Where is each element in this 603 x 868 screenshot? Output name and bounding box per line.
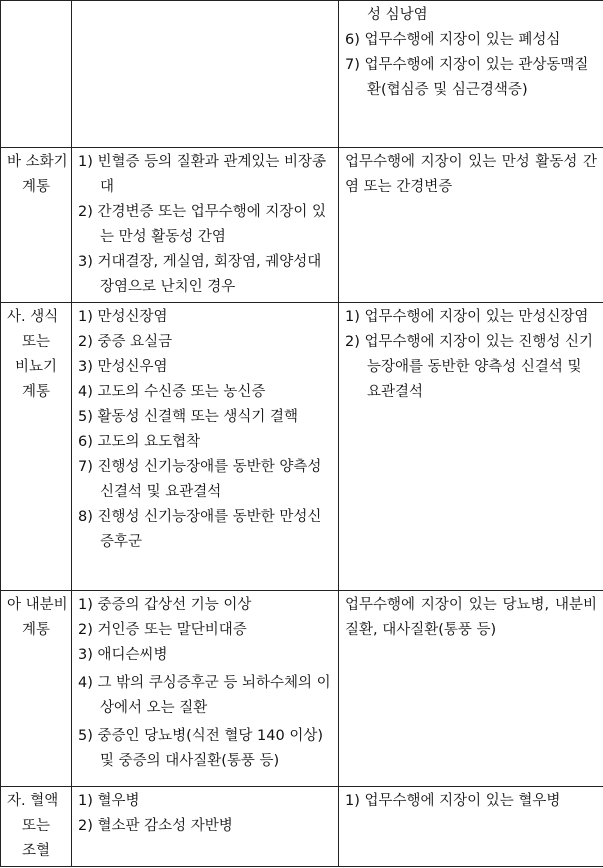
- list-item: 1) 혈우병: [78, 793, 140, 809]
- table-row: [1, 303, 603, 591]
- list-item: 7) 업무수행에 지장이 있는 관상동맥질환(협심증 및 심근경색증): [345, 57, 589, 98]
- table-row: [1, 591, 603, 787]
- category-label: 또는: [21, 818, 50, 834]
- list-item: 7) 진행성 신기능장애를 동반한 양측성 신결석 및 요관결석: [78, 459, 322, 500]
- list-item: 3) 애디슨씨병: [78, 647, 168, 663]
- paragraph: 업무수행에 지장이 있는 당뇨병, 내분비질환, 대사질환(통풍 등): [345, 597, 597, 638]
- category-label: 바 소화기: [7, 154, 68, 170]
- paragraph: 업무수행에 지장이 있는 만성 활동성 간염 또는 간경변증: [345, 154, 597, 195]
- category-cell: [1, 1, 72, 148]
- work-related-cell: [339, 303, 603, 591]
- list-item: 2) 중증 요실금: [78, 334, 173, 350]
- list-item: 2) 업무수행에 지장이 있는 진행성 신기능장애를 동반한 양측성 신결석 및 요관결석: [345, 334, 594, 400]
- list-item: 6) 고도의 요도협착: [78, 434, 201, 450]
- work-related-cell: [339, 148, 603, 303]
- category-label: 계통: [21, 622, 50, 638]
- category-label: 아 내분비: [7, 597, 68, 613]
- diseases-cell: [72, 591, 339, 787]
- category-label: 계통: [21, 179, 50, 195]
- category-label: 계통: [21, 384, 50, 400]
- list-item: 2) 거인증 또는 말단비대증: [78, 622, 247, 638]
- list-item: 1) 중증의 갑상선 기능 이상: [78, 597, 252, 613]
- list-item: 4) 고도의 수신증 또는 농신증: [78, 384, 266, 400]
- work-related-cell: [339, 591, 603, 787]
- list-item: 2) 간경변증 또는 업무수행에 지장이 있는 만성 활동성 간염: [78, 204, 327, 245]
- list-item: 1) 빈혈증 등의 질환과 관계있는 비장종대: [78, 154, 327, 195]
- category-cell: [1, 148, 72, 303]
- category-label: 비뇨기: [14, 359, 58, 375]
- list-item: 4) 그 밖의 쿠싱증후군 등 뇌하수체의 이상에서 오는 질환: [78, 675, 331, 716]
- list-item: 1) 업무수행에 지장이 있는 혈우병: [345, 793, 561, 809]
- category-label: 조혈: [21, 843, 50, 859]
- diseases-cell: [72, 303, 339, 591]
- list-item: 3) 거대결장, 게실염, 회장염, 궤양성대장염으로 난치인 경우: [78, 254, 322, 295]
- list-item-continuation: 성 심낭염: [367, 7, 428, 23]
- list-item: 8) 진행성 신기능장애를 동반한 만성신증후군: [78, 509, 322, 550]
- diseases-cell: [72, 148, 339, 303]
- table-row: [1, 148, 603, 303]
- category-label: 또는: [21, 334, 50, 350]
- work-related-cell: [339, 1, 603, 148]
- table-row: [1, 1, 603, 148]
- list-item: 2) 혈소판 감소성 자반병: [78, 818, 233, 834]
- category-cell: [1, 303, 72, 591]
- diseases-cell: [72, 1, 339, 148]
- category-cell: [1, 591, 72, 787]
- diseases-cell: [72, 787, 339, 867]
- category-cell: [1, 787, 72, 867]
- list-item: 1) 업무수행에 지장이 있는 만성신장염: [345, 309, 589, 325]
- table-row: [1, 787, 603, 867]
- list-item: 5) 중증인 당뇨병(식전 혈당 140 이상) 및 중증의 대사질환(통풍 등): [78, 728, 324, 769]
- list-item: 3) 만성신우염: [78, 359, 168, 375]
- list-item: 1) 만성신장염: [78, 309, 168, 325]
- work-related-cell: [339, 787, 603, 867]
- category-label: 사. 생식: [7, 309, 59, 325]
- list-item: 5) 활동성 신결핵 또는 생식기 결핵: [78, 409, 299, 425]
- list-item: 6) 업무수행에 지장이 있는 폐성심: [345, 32, 561, 48]
- category-label: 자. 혈액: [7, 793, 59, 809]
